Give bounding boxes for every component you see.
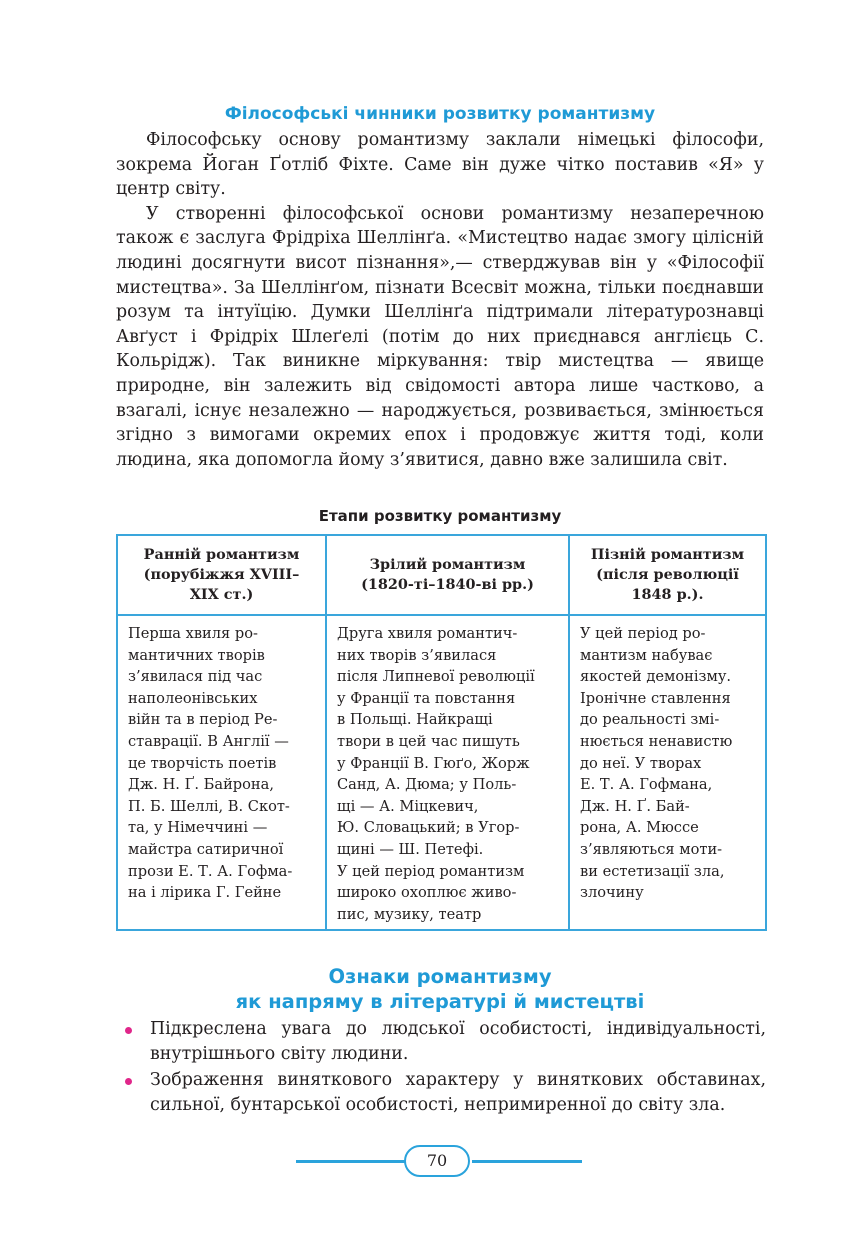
cell-late-romanticism <box>569 615 766 930</box>
section-title-line: Ознаки романтизму <box>328 965 552 988</box>
cell-line: після Липневої революції <box>337 668 535 686</box>
cell-line: до реальності змі- <box>580 711 720 729</box>
cell-mature-romanticism <box>326 615 569 930</box>
cell-line: Іронічне ставлення <box>580 689 731 707</box>
header-line: 1848 р.). <box>631 586 704 603</box>
header-line: Зрілий романтизм <box>369 556 526 573</box>
cell-line: майстра сатиричної <box>128 840 284 858</box>
page-number: 70 <box>404 1145 470 1177</box>
cell-line: ставрації. В Англії — <box>128 732 289 750</box>
cell-line: них творів з’явилася <box>337 646 497 664</box>
header-line: XIX ст.) <box>189 586 254 603</box>
cell-line: прози Е. Т. А. Гофма- <box>128 862 293 880</box>
cell-line: щині — Ш. Петефі. <box>337 840 484 858</box>
cell-line: щі — А. Міцкевич, <box>337 797 479 815</box>
header-line: (після революції <box>596 566 739 583</box>
section-title-line: як напряму в літературі й мистецтві <box>235 990 645 1013</box>
section-title-philosophy: Філософські чинники розвитку романтизму <box>224 104 656 124</box>
romanticism-stages-table <box>116 534 767 931</box>
footer-divider-left <box>296 1160 406 1163</box>
list-item <box>116 1017 766 1066</box>
cell-line: це творчість поетів <box>128 754 277 772</box>
cell-line: якостей демонізму. <box>580 668 732 686</box>
header-mature-romanticism <box>326 535 569 615</box>
cell-line: у Франції та повстання <box>337 689 516 707</box>
cell-line: пис, музику, театр <box>337 905 482 923</box>
header-line: Пізній романтизм <box>590 546 745 563</box>
cell-line: рона, А. Мюссе <box>580 819 699 837</box>
cell-line: Перша хвиля ро- <box>128 625 258 642</box>
cell-line: нюється ненавистю <box>580 732 733 750</box>
cell-line: до неї. У творах <box>580 754 702 772</box>
cell-line: У цей період ро- <box>580 625 706 642</box>
cell-line: та, у Німеччині — <box>128 819 268 837</box>
cell-line: Е. Т. А. Гофмана, <box>580 776 713 794</box>
paragraph-fichte: Філософську основу романтизму заклали німецькі філософи, зокрема Йоган Ґотліб Фіхте. Саме він дуже чітко поставив «Я» у центр світу. <box>116 130 764 200</box>
cell-line: Друга хвиля романтич- <box>337 625 518 642</box>
cell-line: Дж. Н. Ґ. Байрона, <box>128 776 275 794</box>
cell-line: війн та в період Ре- <box>128 711 278 729</box>
list-item <box>116 1068 766 1117</box>
header-line: Ранній романтизм <box>143 546 300 563</box>
cell-line: мантизм набуває <box>580 646 713 664</box>
header-early-romanticism <box>117 535 326 615</box>
cell-line: широко охоплює живо- <box>337 884 517 902</box>
cell-line: з’явилася під час <box>128 668 263 686</box>
paragraph-schelling: У створенні філософської основи романтизму незаперечною також є заслуга Фрідріха Шеллінґа. «Мистецтво надає змогу цілісній людині досягнути висот пізнання»,— стверджував він у «Філософії мистецтва». За Шеллінґом, пізнати Всесвіт можна, тільки поєднавши розум та інтуїцію. Думки Шеллінґа підтримали літературознавці Авґуст і Фрідріх Шлеґелі (потім до них приєднався англієць С. Кольрідж). Так виникне міркування: твір мистецтва — явище природне, він залежить від свідомості автора лише частково, а взагалі, існує незалежно — народжується, розвивається, змінюється згідно з вимогами окремих епох і продовжує життя тоді, коли людина, яка допомогла йому з’явитися, давно вже залишила світ. <box>116 203 764 470</box>
table-caption: Етапи розвитку романтизму <box>318 507 562 525</box>
cell-line: Санд, А. Дюма; у Поль- <box>337 776 517 794</box>
bullet-dot-icon <box>125 1078 132 1085</box>
list-item-text: Підкреслена увага до людської особистості, індивідуальності, внутрішнього світу людини. <box>150 1019 766 1064</box>
cell-early-romanticism <box>117 615 326 930</box>
cell-line: Ю. Словацький; в Угор- <box>337 819 520 837</box>
features-list <box>116 1017 766 1119</box>
header-line: (1820-ті–1840-ві рр.) <box>361 576 534 593</box>
header-late-romanticism <box>569 535 766 615</box>
philosophy-text <box>116 128 764 472</box>
cell-line: Дж. Н. Ґ. Бай- <box>580 797 690 815</box>
footer-divider-right <box>472 1160 582 1163</box>
cell-line: на і лірика Г. Гейне <box>128 884 282 902</box>
list-item-text: Зображення виняткового характеру у виняткових обставинах, сильної, бунтарської особистості, непримиренної до світу зла. <box>150 1070 766 1115</box>
cell-line: наполеонівських <box>128 689 258 707</box>
cell-line: ви естетизації зла, <box>580 862 725 880</box>
bullet-dot-icon <box>125 1027 132 1034</box>
cell-line: в Польщі. Найкращі <box>337 711 493 729</box>
cell-line: П. Б. Шеллі, В. Скот- <box>128 797 290 815</box>
section-title-features <box>116 964 764 1014</box>
table-header-row <box>117 535 766 615</box>
cell-line: злочину <box>580 884 644 902</box>
cell-line: твори в цей час пишуть <box>337 732 520 750</box>
table-row <box>117 615 766 930</box>
cell-line: з’являються моти- <box>580 840 723 858</box>
cell-line: мантичних творів <box>128 646 265 664</box>
cell-line: у Франції В. Гюґо, Жорж <box>337 754 530 772</box>
header-line: (порубіжжя XVIII– <box>143 566 300 583</box>
cell-line: У цей період романтизм <box>337 862 525 880</box>
